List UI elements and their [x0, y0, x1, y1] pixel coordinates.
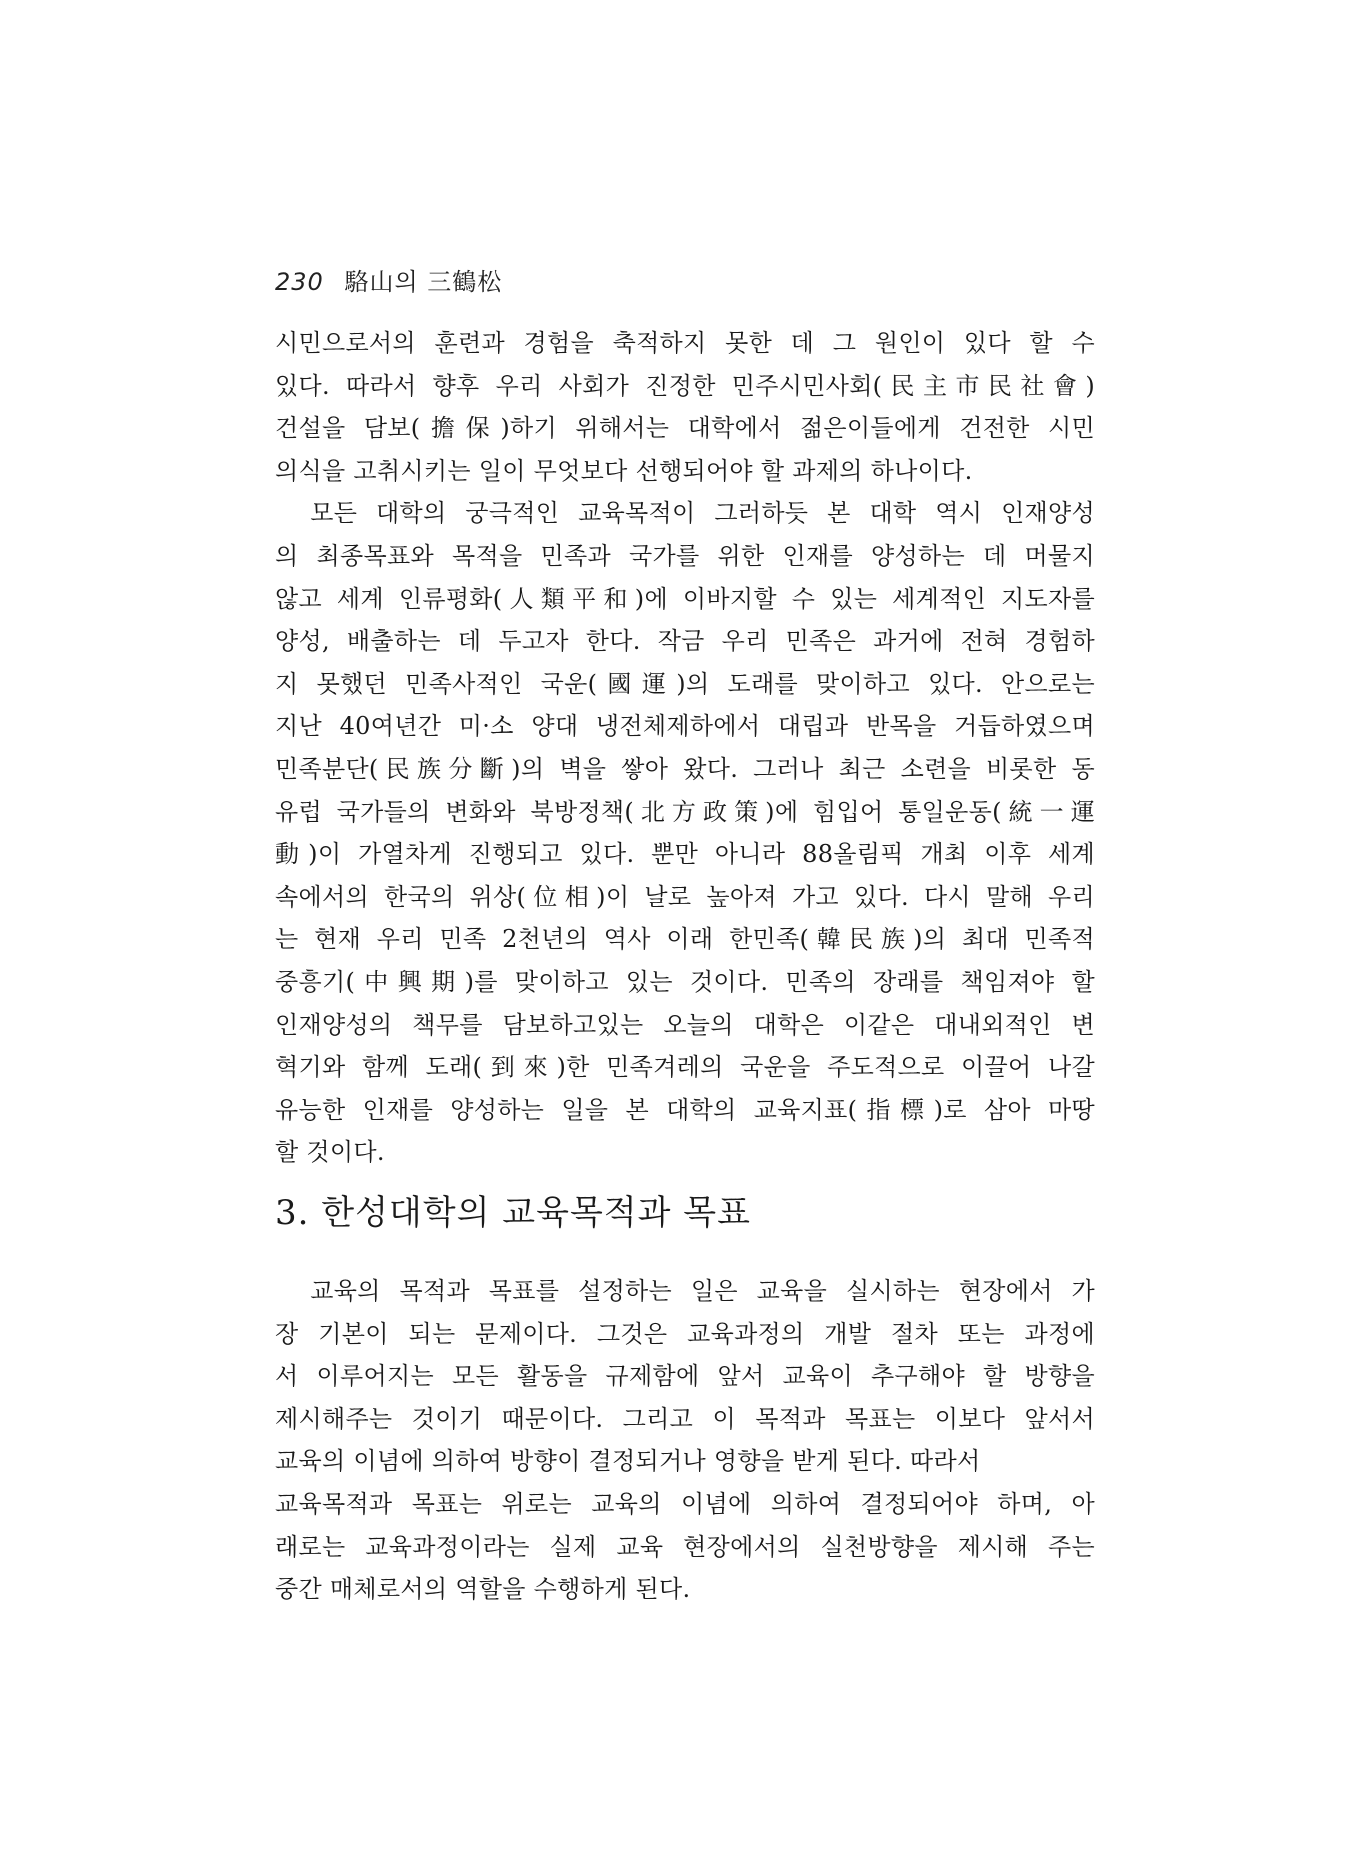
text-line: 속에서의 한국의 위상(位相)이 날로 높아져 가고 있다. 다시 말해 우리 [275, 882, 1095, 911]
text-line: 교육의 이념에 의하여 방향이 결정되거나 영향을 받게 된다. 따라서 [275, 1447, 981, 1476]
running-head [275, 262, 502, 297]
text-line: 제시해주는 것이기 때문이다. 그리고 이 목적과 목표는 이보다 앞서서 [275, 1404, 1095, 1433]
text-line: 중흥기(中興期)를 맞이하고 있는 것이다. 민족의 장래를 책임져야 할 [275, 967, 1095, 996]
text-line: 교육목적과 목표는 위로는 교육의 이념에 의하여 결정되어야 하며, 아 [275, 1489, 1095, 1518]
text-line: 유능한 인재를 양성하는 일을 본 대학의 교육지표(指標)로 삼아 마땅 [275, 1095, 1095, 1124]
text-line: 양성, 배출하는 데 두고자 한다. 작금 우리 민족은 과거에 전혀 경험하 [275, 627, 1095, 656]
text-line: 중간 매체로서의 역할을 수행하게 된다. [275, 1575, 691, 1604]
text-line: 서 이루어지는 모든 활동을 규제함에 앞서 교육이 추구해야 할 방향을 [275, 1362, 1095, 1391]
text-line: 교육의 목적과 목표를 설정하는 일은 교육을 실시하는 현장에서 가 [275, 1277, 1095, 1305]
text-line: 래로는 교육과정이라는 실제 교육 현장에서의 실천방향을 제시해 주는 [275, 1532, 1095, 1561]
text-line: 할 것이다. [275, 1138, 385, 1167]
book-page [275, 0, 1095, 1870]
text-line: 지난 40여년간 미·소 양대 냉전체제하에서 대립과 반목을 거듭하였으며 [275, 712, 1095, 741]
text-line: 건설을 담보(擔保)하기 위해서는 대학에서 젊은이들에게 건전한 시민 [275, 414, 1095, 443]
text-line: 의 최종목표와 목적을 민족과 국가를 위한 인재를 양성하는 데 머물지 [275, 541, 1095, 570]
page-number: 230 [275, 268, 324, 296]
text-line: 장 기본이 되는 문제이다. 그것은 교육과정의 개발 절차 또는 과정에 [275, 1319, 1095, 1348]
text-line: 있다. 따라서 향후 우리 사회가 진정한 민주시민사회(民主市民社會) [275, 371, 1095, 400]
book-title: 駱山의 三鶴松 [344, 268, 503, 296]
text-line: 유럽 국가들의 변화와 북방정책(北方政策)에 힘입어 통일운동(統一運 [275, 797, 1095, 826]
body-text-upper [275, 322, 1095, 1174]
text-line: 지 못했던 민족사적인 국운(國運)의 도래를 맞이하고 있다. 안으로는 [275, 669, 1095, 698]
text-line: 의식을 고취시키는 일이 무엇보다 선행되어야 할 과제의 하나이다. [275, 456, 973, 485]
text-line: 혁기와 함께 도래(到來)한 민족겨레의 국운을 주도적으로 이끌어 나갈 [275, 1053, 1095, 1082]
text-line: 인재양성의 책무를 담보하고있는 오늘의 대학은 이같은 대내외적인 변 [275, 1010, 1095, 1039]
body-text-lower [275, 1270, 1095, 1611]
text-line: 않고 세계 인류평화(人類平和)에 이바지할 수 있는 세계적인 지도자를 [275, 584, 1095, 613]
text-line: 動)이 가열차게 진행되고 있다. 뿐만 아니라 88올림픽 개최 이후 세계 [275, 840, 1095, 869]
text-line: 는 현재 우리 민족 2천년의 역사 이래 한민족(韓民族)의 최대 민족적 [275, 925, 1095, 954]
text-line: 모든 대학의 궁극적인 교육목적이 그러하듯 본 대학 역시 인재양성 [275, 499, 1095, 528]
section-heading: 3. 한성대학의 교육목적과 목표 [275, 1193, 751, 1233]
text-line: 시민으로서의 훈련과 경험을 축적하지 못한 데 그 원인이 있다 할 수 [275, 329, 1095, 357]
text-line: 민족분단(民族分斷)의 벽을 쌓아 왔다. 그러나 최근 소련을 비롯한 동 [275, 754, 1095, 783]
